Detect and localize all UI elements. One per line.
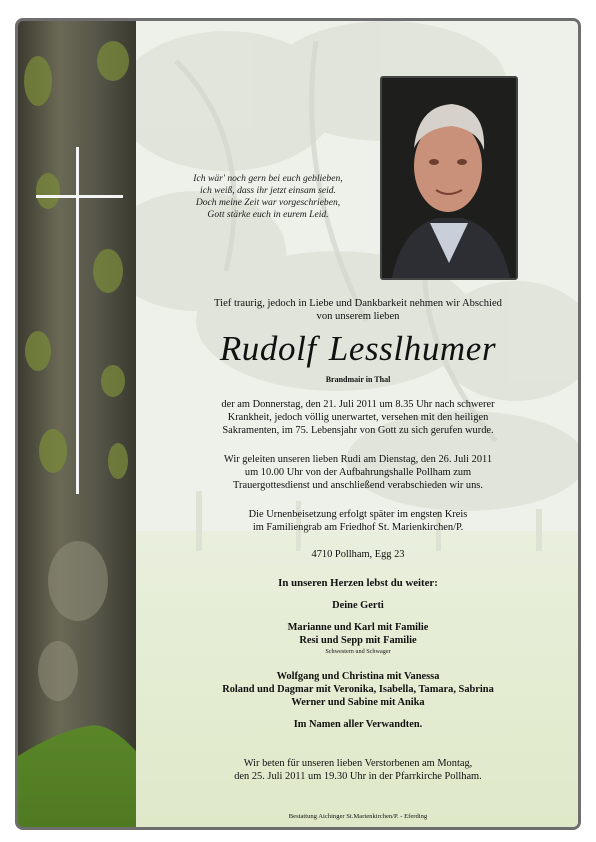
poem-line: Gott stärke euch in eurem Leid. <box>207 209 329 220</box>
cross-vertical <box>76 147 79 494</box>
death-notice-line: Sakramenten, im 75. Lebensjahr von Gott zu sich gerufen wurde. <box>222 425 494 436</box>
urn-line: Die Urnenbeisetzung erfolgt später im engsten Kreis <box>248 509 468 520</box>
mourners-grandchildren <box>153 670 563 709</box>
mass-notice <box>153 757 563 783</box>
mourner-line: Roland und Dagmar mit Veronika, Isabella, Tamara, Sabrina <box>222 684 494 695</box>
mourner-wife: Deine Gerti <box>332 600 384 611</box>
cross-horizontal <box>36 195 123 198</box>
funeral-line: Trauergottesdienst und anschließend verabschieden wir uns. <box>233 480 483 491</box>
death-notice-line: der am Donnerstag, den 21. Juli 2011 um 8.35 Uhr nach schwerer <box>221 399 495 410</box>
poem-line: Doch meine Zeit war vorgeschrieben, <box>195 197 341 208</box>
mourner-line: Marianne und Karl mit Familie <box>287 622 429 633</box>
mourner-line: Werner und Sabine mit Anika <box>291 697 425 708</box>
poem <box>168 173 368 221</box>
poem-line: ich weiß, dass ihr jetzt einsam seid. <box>200 185 336 196</box>
mourner-note: Schwestern und Schwager <box>325 648 391 655</box>
obituary-card <box>15 18 581 830</box>
deceased-name <box>153 329 563 369</box>
mourners-heading: In unseren Herzen lebst du weiter: <box>278 577 438 589</box>
first-name: Rudolf <box>219 329 317 368</box>
death-notice <box>153 398 563 437</box>
mourners-children <box>153 621 563 656</box>
funeral-line: Wir geleiten unseren lieben Rudi am Dienstag, den 26. Juli 2011 <box>223 454 493 465</box>
address: 4710 Pollham, Egg 23 <box>311 549 405 560</box>
intro-line: Tief traurig, jedoch in Liebe und Dankbarkeit nehmen wir Abschied <box>214 298 502 309</box>
intro-text <box>153 297 563 323</box>
undertaker-credit: Bestattung Aichinger St.Marienkirchen/P. - Eferding <box>288 813 428 820</box>
funeral-notice <box>153 453 563 492</box>
mourners-relatives: Im Namen aller Verwandten. <box>293 719 423 730</box>
funeral-line: um 10.00 Uhr von der Aufbahrungshalle Pollham zum <box>244 467 472 478</box>
poem-line: Ich wär' noch gern bei euch geblieben, <box>193 173 343 184</box>
mourner-line: Wolfgang und Christina mit Vanessa <box>276 671 440 682</box>
portrait-photo <box>380 76 518 280</box>
urn-line: im Familiengrab am Friedhof St. Marienkirchen/P. <box>252 522 464 533</box>
mourner-line: Resi und Sepp mit Familie <box>299 635 417 646</box>
mass-line: Wir beten für unseren lieben Verstorbenen am Montag, <box>243 758 473 769</box>
death-notice-line: Krankheit, jedoch völlig unerwartet, versehen mit den heiligen <box>227 412 489 423</box>
last-name: Lesslhumer <box>328 329 497 368</box>
intro-line: von unserem lieben <box>316 311 400 322</box>
mass-line: den 25. Juli 2011 um 19.30 Uhr in der Pfarrkirche Pollham. <box>234 771 482 782</box>
house-name: Brandmair in Thal <box>325 375 391 384</box>
urn-notice <box>153 508 563 534</box>
